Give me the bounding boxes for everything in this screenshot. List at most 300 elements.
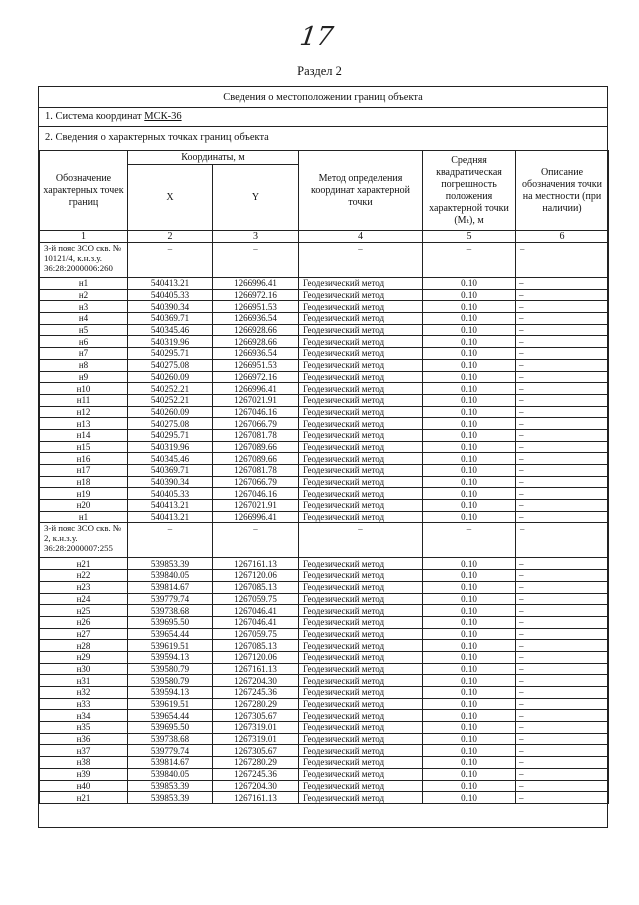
point-id: н13 bbox=[40, 418, 128, 430]
section-title: Раздел 2 bbox=[297, 64, 342, 78]
col-x-header: X bbox=[128, 165, 213, 231]
coord-x: 539779.74 bbox=[128, 745, 213, 757]
description: – bbox=[516, 792, 609, 804]
accuracy: 0.10 bbox=[423, 616, 516, 628]
points-table bbox=[39, 150, 609, 804]
column-number: 2 bbox=[128, 231, 213, 243]
point-id: н15 bbox=[40, 441, 128, 453]
coord-x: 539654.44 bbox=[128, 710, 213, 722]
coord-y: 1267280.29 bbox=[213, 757, 299, 769]
method: Геодезический метод bbox=[299, 453, 423, 465]
coordinate-system-label: 1. Система координат bbox=[45, 111, 142, 122]
zone-group-row bbox=[40, 243, 609, 278]
description: – bbox=[516, 768, 609, 780]
method: Геодезический метод bbox=[299, 394, 423, 406]
table-row bbox=[40, 593, 609, 605]
method: Геодезический метод bbox=[299, 359, 423, 371]
coord-x: 540345.46 bbox=[128, 453, 213, 465]
points-table-body bbox=[40, 243, 609, 804]
accuracy: 0.10 bbox=[423, 663, 516, 675]
accuracy: 0.10 bbox=[423, 605, 516, 617]
column-number: 3 bbox=[213, 231, 299, 243]
table-row bbox=[40, 383, 609, 395]
coord-y: 1266951.53 bbox=[213, 301, 299, 313]
coord-y: 1267245.36 bbox=[213, 768, 299, 780]
accuracy: 0.10 bbox=[423, 757, 516, 769]
table-row bbox=[40, 511, 609, 523]
point-id: н2 bbox=[40, 289, 128, 301]
point-id: н21 bbox=[40, 792, 128, 804]
coord-x: 539738.68 bbox=[128, 605, 213, 617]
description: – bbox=[516, 581, 609, 593]
point-id: н20 bbox=[40, 500, 128, 512]
method: Геодезический метод bbox=[299, 336, 423, 348]
accuracy: 0.10 bbox=[423, 710, 516, 722]
point-id: н17 bbox=[40, 465, 128, 477]
coord-x: 540275.08 bbox=[128, 418, 213, 430]
coord-x: 540390.34 bbox=[128, 301, 213, 313]
accuracy: 0.10 bbox=[423, 511, 516, 523]
table-row bbox=[40, 278, 609, 290]
description: – bbox=[516, 418, 609, 430]
description: – bbox=[516, 313, 609, 325]
method: Геодезический метод bbox=[299, 651, 423, 663]
coord-x: 540275.08 bbox=[128, 359, 213, 371]
table-row bbox=[40, 453, 609, 465]
coord-y: 1267085.13 bbox=[213, 581, 299, 593]
column-number: 1 bbox=[40, 231, 128, 243]
description: – bbox=[516, 371, 609, 383]
point-id: н16 bbox=[40, 453, 128, 465]
method: Геодезический метод bbox=[299, 348, 423, 360]
method: Геодезический метод bbox=[299, 289, 423, 301]
coord-y: 1267305.67 bbox=[213, 745, 299, 757]
point-id: н37 bbox=[40, 745, 128, 757]
coordinate-system-row bbox=[39, 107, 607, 127]
table-row bbox=[40, 488, 609, 500]
point-id: н26 bbox=[40, 616, 128, 628]
coord-y: 1266928.66 bbox=[213, 324, 299, 336]
coord-x: 540413.21 bbox=[128, 278, 213, 290]
accuracy: 0.10 bbox=[423, 570, 516, 582]
coord-y: 1267319.01 bbox=[213, 733, 299, 745]
accuracy: 0.10 bbox=[423, 301, 516, 313]
table-row bbox=[40, 394, 609, 406]
point-id: н5 bbox=[40, 324, 128, 336]
coord-x: 539594.13 bbox=[128, 651, 213, 663]
coord-x: 540252.21 bbox=[128, 383, 213, 395]
point-id: н1 bbox=[40, 278, 128, 290]
coord-y: 1267046.16 bbox=[213, 488, 299, 500]
description: – bbox=[516, 289, 609, 301]
description: – bbox=[516, 687, 609, 699]
description: – bbox=[516, 570, 609, 582]
method: Геодезический метод bbox=[299, 663, 423, 675]
table-row bbox=[40, 710, 609, 722]
coord-y: 1266928.66 bbox=[213, 336, 299, 348]
method: Геодезический метод bbox=[299, 313, 423, 325]
coord-y: 1267204.30 bbox=[213, 675, 299, 687]
coord-x: 540345.46 bbox=[128, 324, 213, 336]
col-designation-header: Обозначение характерных точек границ bbox=[40, 151, 128, 231]
column-number: 6 bbox=[516, 231, 609, 243]
coord-x: 540295.71 bbox=[128, 348, 213, 360]
method: Геодезический метод bbox=[299, 511, 423, 523]
description: – bbox=[516, 301, 609, 313]
description: – bbox=[516, 278, 609, 290]
point-id: н3 bbox=[40, 301, 128, 313]
method: Геодезический метод bbox=[299, 675, 423, 687]
coord-x: 540260.09 bbox=[128, 371, 213, 383]
method: Геодезический метод bbox=[299, 710, 423, 722]
description: – bbox=[516, 394, 609, 406]
method: Геодезический метод bbox=[299, 383, 423, 395]
coord-y: 1266972.16 bbox=[213, 371, 299, 383]
description: – bbox=[516, 511, 609, 523]
point-id: н33 bbox=[40, 698, 128, 710]
table-row bbox=[40, 722, 609, 734]
method: Геодезический метод bbox=[299, 324, 423, 336]
point-id: н10 bbox=[40, 383, 128, 395]
accuracy: 0.10 bbox=[423, 324, 516, 336]
coord-y: 1267046.16 bbox=[213, 406, 299, 418]
coord-x: 539580.79 bbox=[128, 663, 213, 675]
table-row bbox=[40, 581, 609, 593]
document-frame bbox=[38, 86, 608, 828]
zone-group-row bbox=[40, 523, 609, 558]
accuracy: 0.10 bbox=[423, 289, 516, 301]
accuracy: 0.10 bbox=[423, 581, 516, 593]
point-id: н12 bbox=[40, 406, 128, 418]
description: – bbox=[516, 429, 609, 441]
coord-x: 539840.05 bbox=[128, 768, 213, 780]
accuracy: 0.10 bbox=[423, 336, 516, 348]
point-id: н30 bbox=[40, 663, 128, 675]
coord-x: 539814.67 bbox=[128, 581, 213, 593]
coord-x: 539853.39 bbox=[128, 558, 213, 570]
zone-label: 3-й пояс ЗСО скв. № 2, к.н.з.у. 36:28:2000007:255 bbox=[40, 523, 128, 558]
coord-y: 1267066.79 bbox=[213, 418, 299, 430]
point-id: н21 bbox=[40, 558, 128, 570]
coord-x: 539619.51 bbox=[128, 698, 213, 710]
point-id: н4 bbox=[40, 313, 128, 325]
point-id: н36 bbox=[40, 733, 128, 745]
description: – bbox=[516, 663, 609, 675]
coord-y: 1267089.66 bbox=[213, 441, 299, 453]
method: Геодезический метод bbox=[299, 301, 423, 313]
table-row bbox=[40, 301, 609, 313]
description: – bbox=[516, 558, 609, 570]
coord-x: 540405.33 bbox=[128, 289, 213, 301]
coord-y: 1267280.29 bbox=[213, 698, 299, 710]
method: Геодезический метод bbox=[299, 745, 423, 757]
col-description-header: Описание обозначения точки на местности (при наличии) bbox=[516, 151, 609, 231]
point-id: н8 bbox=[40, 359, 128, 371]
accuracy: 0.10 bbox=[423, 465, 516, 477]
coord-y: 1267161.13 bbox=[213, 663, 299, 675]
point-id: н32 bbox=[40, 687, 128, 699]
coord-x: 539853.39 bbox=[128, 792, 213, 804]
table-row bbox=[40, 558, 609, 570]
method: Геодезический метод bbox=[299, 465, 423, 477]
method: Геодезический метод bbox=[299, 558, 423, 570]
description: – bbox=[516, 780, 609, 792]
accuracy: 0.10 bbox=[423, 558, 516, 570]
coord-y: 1267120.06 bbox=[213, 651, 299, 663]
description: – bbox=[516, 500, 609, 512]
point-id: н1 bbox=[40, 511, 128, 523]
accuracy: 0.10 bbox=[423, 651, 516, 663]
accuracy: 0.10 bbox=[423, 441, 516, 453]
coord-x: 539695.50 bbox=[128, 616, 213, 628]
coord-y: 1266996.41 bbox=[213, 511, 299, 523]
point-id: н24 bbox=[40, 593, 128, 605]
description: – bbox=[516, 675, 609, 687]
coord-y: 1267059.75 bbox=[213, 628, 299, 640]
zone-empty-dash: – bbox=[128, 523, 213, 558]
accuracy: 0.10 bbox=[423, 359, 516, 371]
accuracy: 0.10 bbox=[423, 687, 516, 699]
table-row bbox=[40, 371, 609, 383]
coord-y: 1267021.91 bbox=[213, 394, 299, 406]
table-row bbox=[40, 628, 609, 640]
accuracy: 0.10 bbox=[423, 313, 516, 325]
coord-x: 540260.09 bbox=[128, 406, 213, 418]
description: – bbox=[516, 465, 609, 477]
point-id: н22 bbox=[40, 570, 128, 582]
zone-empty-dash: – bbox=[213, 243, 299, 278]
method: Геодезический метод bbox=[299, 371, 423, 383]
description: – bbox=[516, 476, 609, 488]
table-row bbox=[40, 640, 609, 652]
description: – bbox=[516, 336, 609, 348]
coordinate-system-value: МСК-36 bbox=[144, 111, 182, 122]
zone-empty-dash: – bbox=[423, 523, 516, 558]
accuracy: 0.10 bbox=[423, 640, 516, 652]
method: Геодезический метод bbox=[299, 581, 423, 593]
table-row bbox=[40, 757, 609, 769]
accuracy: 0.10 bbox=[423, 418, 516, 430]
points-section-title: 2. Сведения о характерных точках границ объекта bbox=[45, 132, 269, 143]
coord-x: 540369.71 bbox=[128, 313, 213, 325]
description: – bbox=[516, 698, 609, 710]
coord-x: 539654.44 bbox=[128, 628, 213, 640]
zone-empty-dash: – bbox=[299, 523, 423, 558]
table-row bbox=[40, 687, 609, 699]
description: – bbox=[516, 324, 609, 336]
method: Геодезический метод bbox=[299, 733, 423, 745]
point-id: н39 bbox=[40, 768, 128, 780]
point-id: н35 bbox=[40, 722, 128, 734]
table-row bbox=[40, 336, 609, 348]
coord-x: 539594.13 bbox=[128, 687, 213, 699]
coord-x: 540405.33 bbox=[128, 488, 213, 500]
handwritten-page-number: 17 bbox=[297, 22, 336, 52]
table-row bbox=[40, 780, 609, 792]
description: – bbox=[516, 628, 609, 640]
zone-empty-dash: – bbox=[423, 243, 516, 278]
accuracy: 0.10 bbox=[423, 768, 516, 780]
accuracy: 0.10 bbox=[423, 278, 516, 290]
method: Геодезический метод bbox=[299, 418, 423, 430]
description: – bbox=[516, 593, 609, 605]
point-id: н38 bbox=[40, 757, 128, 769]
coord-x: 540413.21 bbox=[128, 511, 213, 523]
coord-x: 540390.34 bbox=[128, 476, 213, 488]
coord-y: 1266972.16 bbox=[213, 289, 299, 301]
table-row bbox=[40, 698, 609, 710]
accuracy: 0.10 bbox=[423, 488, 516, 500]
method: Геодезический метод bbox=[299, 792, 423, 804]
table-row bbox=[40, 616, 609, 628]
accuracy: 0.10 bbox=[423, 628, 516, 640]
method: Геодезический метод bbox=[299, 640, 423, 652]
method: Геодезический метод bbox=[299, 476, 423, 488]
zone-empty-dash: – bbox=[516, 243, 609, 278]
coord-y: 1267081.78 bbox=[213, 465, 299, 477]
table-row bbox=[40, 465, 609, 477]
accuracy: 0.10 bbox=[423, 733, 516, 745]
table-row bbox=[40, 476, 609, 488]
accuracy: 0.10 bbox=[423, 698, 516, 710]
table-row bbox=[40, 348, 609, 360]
zone-empty-dash: – bbox=[213, 523, 299, 558]
method: Геодезический метод bbox=[299, 488, 423, 500]
point-id: н18 bbox=[40, 476, 128, 488]
point-id: н14 bbox=[40, 429, 128, 441]
method: Геодезический метод bbox=[299, 605, 423, 617]
table-row bbox=[40, 324, 609, 336]
coord-y: 1267120.06 bbox=[213, 570, 299, 582]
table-row bbox=[40, 418, 609, 430]
method: Геодезический метод bbox=[299, 570, 423, 582]
coord-x: 539814.67 bbox=[128, 757, 213, 769]
coord-y: 1266936.54 bbox=[213, 313, 299, 325]
accuracy: 0.10 bbox=[423, 500, 516, 512]
coord-x: 539580.79 bbox=[128, 675, 213, 687]
point-id: н23 bbox=[40, 581, 128, 593]
description: – bbox=[516, 359, 609, 371]
col-accuracy-header: Средняя квадратическая погрешность положения характерной точки (Mₜ), м bbox=[423, 151, 516, 231]
description: – bbox=[516, 605, 609, 617]
point-id: н28 bbox=[40, 640, 128, 652]
table-row bbox=[40, 675, 609, 687]
method: Геодезический метод bbox=[299, 722, 423, 734]
description: – bbox=[516, 722, 609, 734]
description: – bbox=[516, 745, 609, 757]
accuracy: 0.10 bbox=[423, 722, 516, 734]
accuracy: 0.10 bbox=[423, 371, 516, 383]
point-id: н11 bbox=[40, 394, 128, 406]
table-row bbox=[40, 406, 609, 418]
point-id: н25 bbox=[40, 605, 128, 617]
accuracy: 0.10 bbox=[423, 780, 516, 792]
point-id: н34 bbox=[40, 710, 128, 722]
table-row bbox=[40, 313, 609, 325]
description: – bbox=[516, 651, 609, 663]
coord-y: 1267204.30 bbox=[213, 780, 299, 792]
description: – bbox=[516, 383, 609, 395]
zone-empty-dash: – bbox=[128, 243, 213, 278]
method: Геодезический метод bbox=[299, 441, 423, 453]
method: Геодезический метод bbox=[299, 500, 423, 512]
accuracy: 0.10 bbox=[423, 476, 516, 488]
point-id: н19 bbox=[40, 488, 128, 500]
method: Геодезический метод bbox=[299, 780, 423, 792]
col-coords-header: Координаты, м bbox=[128, 151, 299, 165]
accuracy: 0.10 bbox=[423, 675, 516, 687]
coord-y: 1267305.67 bbox=[213, 710, 299, 722]
accuracy: 0.10 bbox=[423, 593, 516, 605]
coord-y: 1267245.36 bbox=[213, 687, 299, 699]
description: – bbox=[516, 710, 609, 722]
table-row bbox=[40, 605, 609, 617]
table-row bbox=[40, 792, 609, 804]
coord-y: 1267059.75 bbox=[213, 593, 299, 605]
coord-x: 540252.21 bbox=[128, 394, 213, 406]
coord-y: 1267046.41 bbox=[213, 616, 299, 628]
description: – bbox=[516, 733, 609, 745]
accuracy: 0.10 bbox=[423, 745, 516, 757]
coord-y: 1266951.53 bbox=[213, 359, 299, 371]
method: Геодезический метод bbox=[299, 757, 423, 769]
description: – bbox=[516, 348, 609, 360]
description: – bbox=[516, 640, 609, 652]
accuracy: 0.10 bbox=[423, 394, 516, 406]
method: Геодезический метод bbox=[299, 768, 423, 780]
description: – bbox=[516, 453, 609, 465]
description: – bbox=[516, 441, 609, 453]
zone-label: 3-й пояс ЗСО скв. № 10121/4, к.н.з.у. 36:28:2000006:260 bbox=[40, 243, 128, 278]
table-row bbox=[40, 570, 609, 582]
description: – bbox=[516, 757, 609, 769]
coord-x: 539738.68 bbox=[128, 733, 213, 745]
table-row bbox=[40, 500, 609, 512]
point-id: н31 bbox=[40, 675, 128, 687]
coord-y: 1266996.41 bbox=[213, 383, 299, 395]
coord-y: 1267161.13 bbox=[213, 792, 299, 804]
point-id: н6 bbox=[40, 336, 128, 348]
accuracy: 0.10 bbox=[423, 453, 516, 465]
coord-x: 539619.51 bbox=[128, 640, 213, 652]
coord-x: 540413.21 bbox=[128, 500, 213, 512]
table-row bbox=[40, 768, 609, 780]
method: Геодезический метод bbox=[299, 429, 423, 441]
coord-x: 540369.71 bbox=[128, 465, 213, 477]
accuracy: 0.10 bbox=[423, 383, 516, 395]
accuracy: 0.10 bbox=[423, 429, 516, 441]
table-row bbox=[40, 359, 609, 371]
coord-x: 539853.39 bbox=[128, 780, 213, 792]
method: Геодезический метод bbox=[299, 687, 423, 699]
table-row bbox=[40, 663, 609, 675]
coord-x: 539695.50 bbox=[128, 722, 213, 734]
col-y-header: Y bbox=[213, 165, 299, 231]
coord-y: 1267021.91 bbox=[213, 500, 299, 512]
method: Геодезический метод bbox=[299, 406, 423, 418]
coord-y: 1267046.41 bbox=[213, 605, 299, 617]
description: – bbox=[516, 406, 609, 418]
accuracy: 0.10 bbox=[423, 792, 516, 804]
description: – bbox=[516, 616, 609, 628]
method: Геодезический метод bbox=[299, 628, 423, 640]
table-row bbox=[40, 651, 609, 663]
coord-y: 1267319.01 bbox=[213, 722, 299, 734]
method: Геодезический метод bbox=[299, 616, 423, 628]
coord-y: 1267085.13 bbox=[213, 640, 299, 652]
coord-y: 1267161.13 bbox=[213, 558, 299, 570]
method: Геодезический метод bbox=[299, 698, 423, 710]
